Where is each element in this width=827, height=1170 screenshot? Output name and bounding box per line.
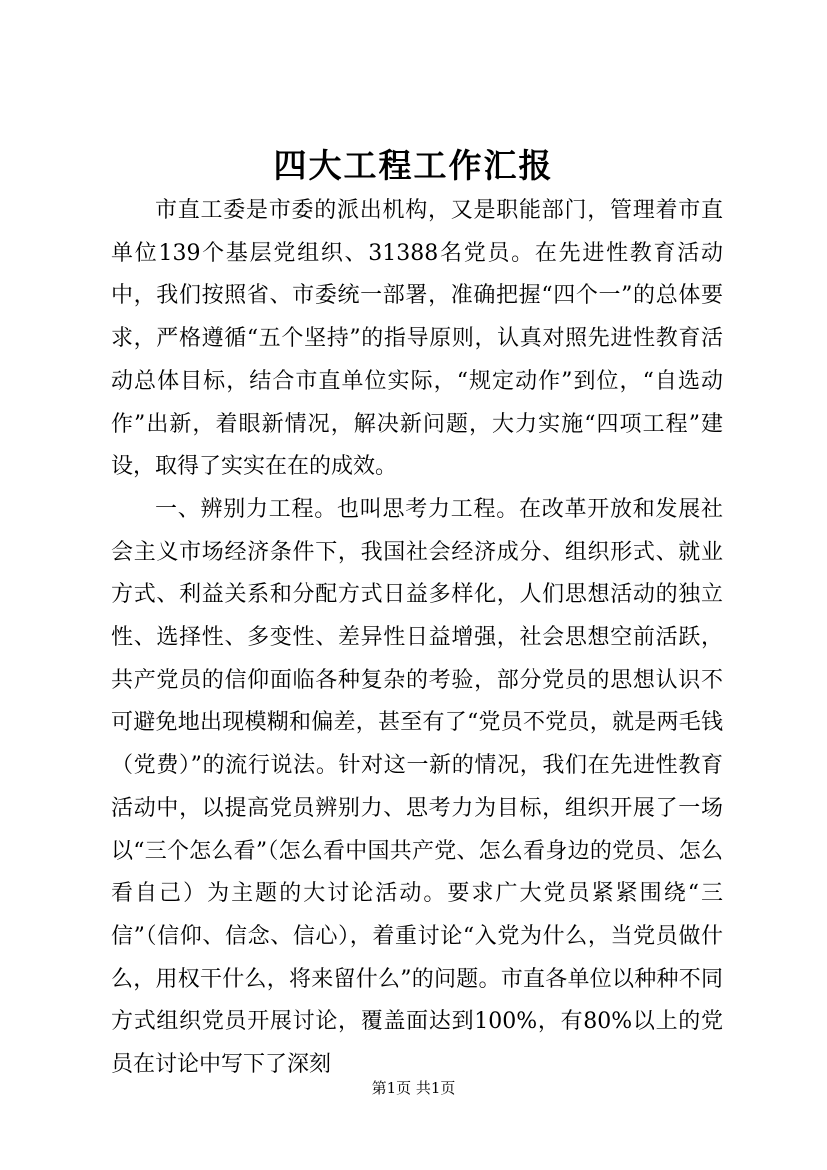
paragraph-intro: 市直工委是市委的派出机构，又是职能部门，管理着市直单位139个基层党组织、31388名党员。在先进性教育活动中，我们按照省、市委统一部署，准确把握“四个一”的总体要求，严格遵循“五个坚持”的指导原则，认真对照先进性教育活动总体目标，结合市直单位实际，“规定动作”到位，“自选动作”出新，着眼新情况，解决新问题，大力实施“四项工程”建设，取得了实实在在的成效。 — [111, 198, 723, 480]
page-footer: 第1页 共1页 — [371, 1079, 456, 1097]
paragraph-section-1: 一、辨别力工程。也叫思考力工程。在改革开放和发展社会主义市场经济条件下，我国社会经济成分、组织形式、就业方式、利益关系和分配方式日益多样化，人们思想活动的独立性、选择性、多变性、差异性日益增强，社会思想空前活跃，共产党员的信仰面临各种复杂的考验，部分党员的思想认识不可避免地出现模糊和偏差，甚至有了“党员不党员，就是两毛钱（党费）”的流行说法。针对这一新的情况，我们在先进性教育活动中，以提高党员辨别力、思考力为目标，组织开展了一场以“三个怎么看”（怎么看中国共产党、怎么看身边的党员、怎么看自己）为主题的大讨论活动。要求广大党员紧紧围绕“三信”（信仰、信念、信心），着重讨论“入党为什么，当党员做什么，用权干什么，将来留什么”的问题。市直各单位以种种不同方式组织党员开展讨论，覆盖面达到100%，有80%以上的党员在讨论中写下了深刻 — [111, 496, 723, 1078]
document-title: 四大工程工作汇报 — [273, 146, 554, 185]
document-body — [111, 190, 723, 1087]
